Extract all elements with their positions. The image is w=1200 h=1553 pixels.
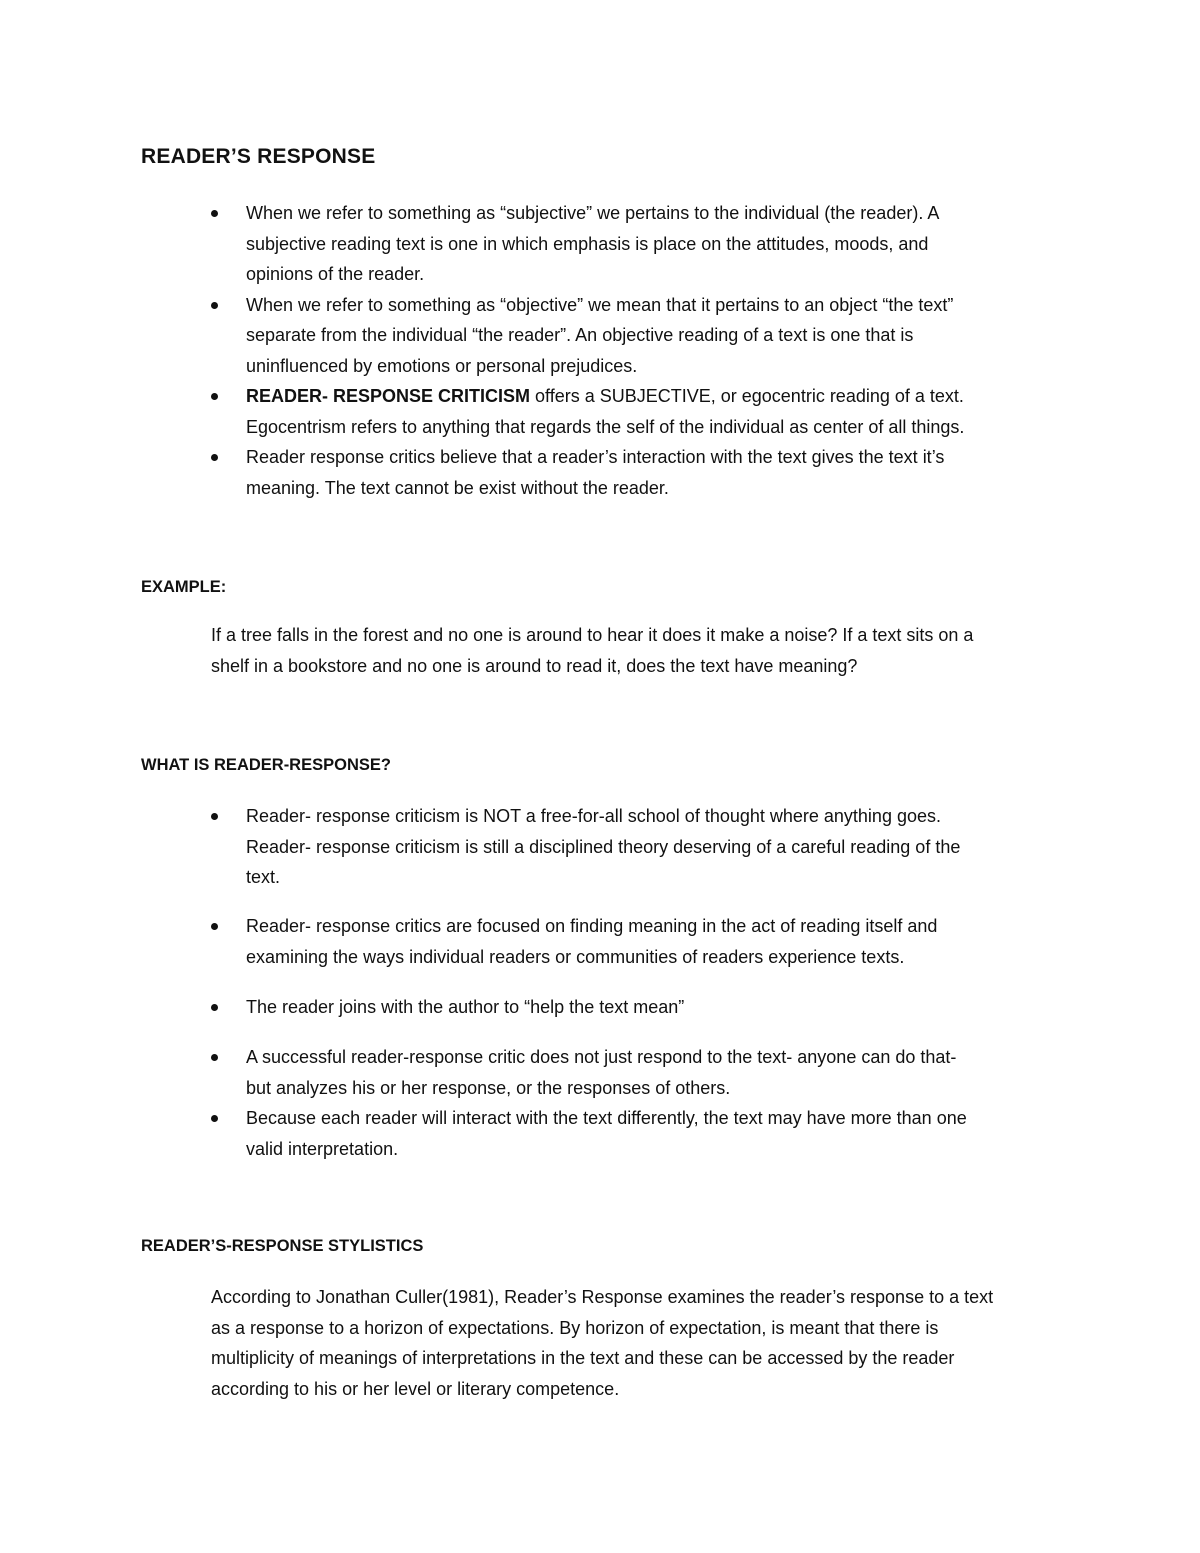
list-item: [0, 992, 1066, 1023]
line: examining the ways individual readers or communities of readers experience texts.: [246, 946, 905, 967]
line: shelf in a bookstore and no one is around to read it, does the text have meaning?: [211, 655, 858, 676]
example-paragraph: [211, 620, 973, 681]
line: opinions of the reader.: [246, 264, 425, 284]
line: offers a SUBJECTIVE, or egocentric reading of a text.: [530, 386, 964, 406]
line: Reader- response critics are focused on finding meaning in the act of reading itself and: [246, 916, 938, 936]
line: According to Jonathan Culler(1981), Reader’s Response examines the reader’s response to a text: [211, 1287, 994, 1307]
list-item: [0, 442, 1066, 503]
list-item: [0, 381, 1066, 442]
line: Reader- response criticism is still a disciplined theory deserving of a careful reading of the: [246, 836, 961, 857]
line: A successful reader-response critic does not just respond to the text- anyone can do that-: [246, 1047, 957, 1067]
line: When we refer to something as “subjective” we pertains to the individual (the reader). A: [246, 203, 940, 223]
line: If a tree falls in the forest and no one is around to hear it does it make a noise? If a text sits on a: [211, 625, 974, 645]
list-item: [0, 1042, 1066, 1103]
line: When we refer to something as “objective” we mean that it pertains to an object “the text”: [246, 294, 954, 315]
example-heading: EXAMPLE:: [141, 578, 227, 596]
what-is-bullet-list: [0, 911, 1100, 972]
list-item: [0, 911, 1066, 972]
what-is-bullet-list: [0, 801, 1100, 893]
line: Because each reader will interact with the text differently, the text may have more than one: [246, 1108, 967, 1128]
line: valid interpretation.: [246, 1138, 399, 1159]
what-is-bullet-list: [0, 1042, 1100, 1164]
list-item: [0, 290, 1066, 382]
what-is-bullet-list: [0, 992, 1100, 1023]
bold-term: READER- RESPONSE CRITICISM: [246, 386, 531, 406]
line: Reader- response criticism is NOT a free-for-all school of thought where anything goes.: [246, 806, 941, 826]
line: Egocentrism refers to anything that regards the self of the individual as center of all things.: [246, 416, 965, 437]
line: subjective reading text is one in which emphasis is place on the attitudes, moods, and: [246, 233, 929, 254]
line: as a response to a horizon of expectations. By horizon of expectation, is meant that there is: [211, 1317, 939, 1338]
stylistics-heading: READER’S-RESPONSE STYLISTICS: [141, 1237, 424, 1255]
line: separate from the individual “the reader”. An objective reading of a text is one that is: [246, 325, 914, 345]
line: uninfluenced by emotions or personal prejudices.: [246, 355, 638, 376]
line: but analyzes his or her response, or the responses of others.: [246, 1077, 731, 1098]
line: The reader joins with the author to “help the text mean”: [246, 997, 685, 1017]
page-title: READER’S RESPONSE: [141, 145, 376, 168]
list-item: [0, 198, 1066, 290]
intro-bullet-list: [0, 198, 1100, 503]
line: text.: [246, 867, 281, 887]
what-is-heading: WHAT IS READER-RESPONSE?: [141, 756, 391, 774]
list-item: [0, 1103, 1066, 1164]
line: multiplicity of meanings of interpretations in the text and these can be accessed by the reader: [211, 1348, 955, 1368]
line: meaning. The text cannot be exist without the reader.: [246, 477, 669, 498]
list-item: [0, 801, 1066, 893]
line: Reader response critics believe that a reader’s interaction with the text gives the text it’s: [246, 447, 945, 467]
line: according to his or her level or literary competence.: [211, 1378, 620, 1399]
stylistics-paragraph: [211, 1282, 993, 1404]
